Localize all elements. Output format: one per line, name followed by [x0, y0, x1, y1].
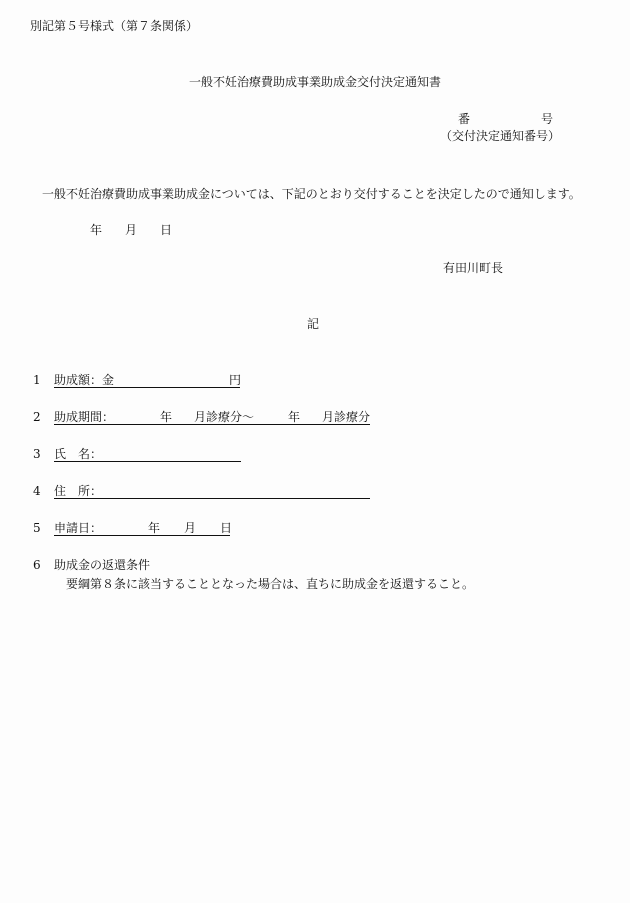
application-month: 月: [184, 521, 197, 535]
application-date-label: 申請日：: [54, 521, 103, 535]
intro-text: 一般不妊治療費助成事業助成金については、下記のとおり交付することを決定したので通知します。: [42, 187, 581, 201]
date-year: 年: [90, 223, 103, 237]
refund-conditions-text: 要綱第８条に該当することとなった場合は、直ちに助成金を返還すること。: [66, 577, 475, 591]
amount-label: 助成額：金: [54, 373, 115, 387]
date-day: 日: [160, 223, 173, 237]
period-year-2: 年: [288, 410, 301, 424]
period-label: 助成期間：: [54, 410, 115, 424]
address-field: [54, 485, 370, 499]
form-label: 別記第５号様式（第７条関係）: [30, 19, 199, 33]
issuer: 有田川町長: [443, 261, 504, 275]
period-field: [54, 411, 370, 425]
item-number: 4: [33, 484, 41, 498]
address-label: 住 所：: [54, 484, 103, 498]
number-note: （交付決定通知番号）: [440, 129, 561, 143]
item-number: 1: [33, 373, 41, 387]
name-label: 氏 名：: [54, 447, 103, 461]
yen-unit: 円: [229, 373, 242, 387]
period-year-1: 年: [160, 410, 173, 424]
document-title: 一般不妊治療費助成事業助成金交付決定通知書: [189, 75, 442, 89]
period-month-2: 月診療分: [322, 410, 371, 424]
item-number: 6: [33, 558, 41, 572]
application-day: 日: [220, 521, 233, 535]
number-ban: 番: [458, 112, 471, 126]
number-go: 号: [541, 112, 554, 126]
item-number: 3: [33, 447, 41, 461]
name-field: [54, 448, 241, 462]
item-number: 2: [33, 410, 41, 424]
date-month: 月: [125, 223, 138, 237]
ki-heading: 記: [307, 317, 320, 331]
item-number: 5: [33, 521, 41, 535]
application-date-field: [54, 521, 233, 536]
amount-field: [54, 374, 240, 388]
refund-conditions-heading: 助成金の返還条件: [54, 558, 151, 572]
application-year: 年: [148, 521, 161, 535]
period-month-1: 月診療分～: [194, 410, 255, 424]
